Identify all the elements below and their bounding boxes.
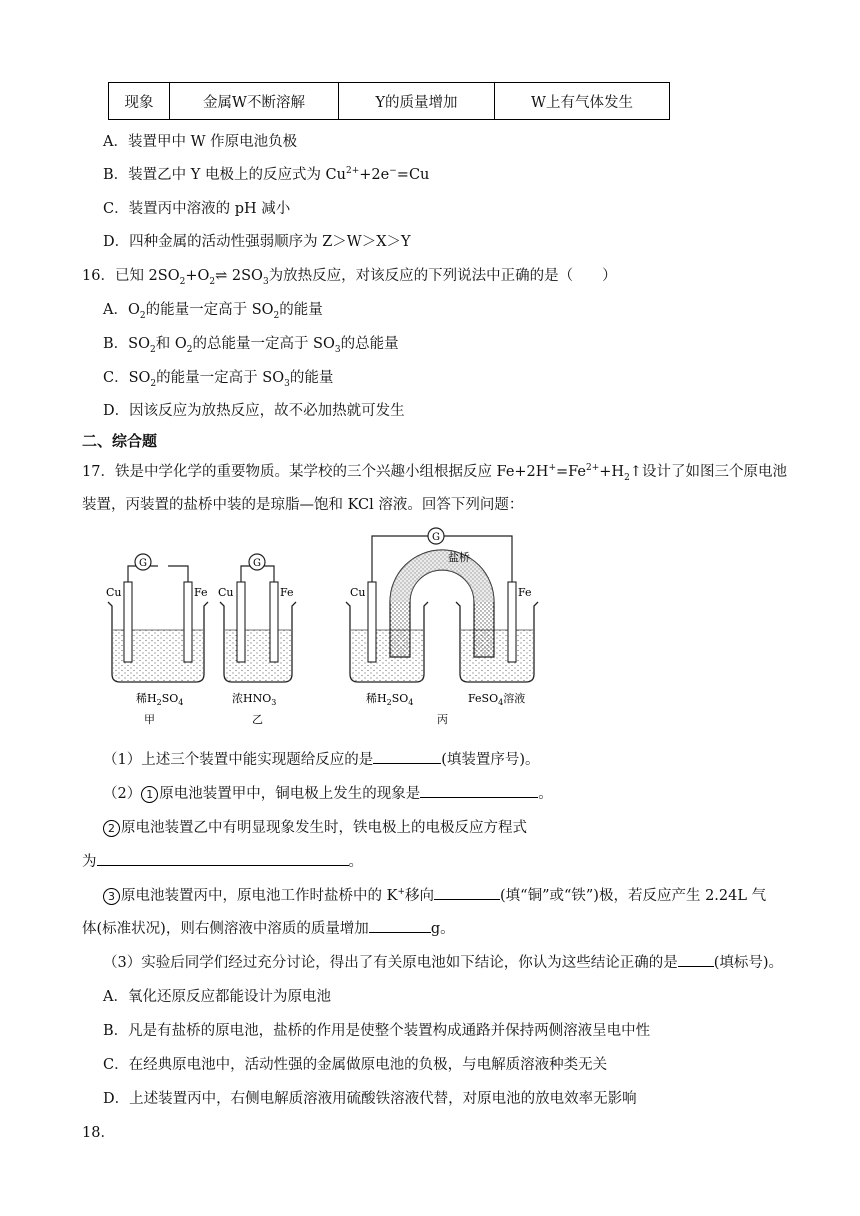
- fe-label: Fe: [518, 586, 532, 599]
- q17-option-a: A．氧化还原反应都能设计为原电池: [103, 989, 331, 1005]
- solution-label: 浓$HNO_3$: [232, 692, 277, 707]
- q17-part2-1: （2） 1 原电池装置甲中，铜电极上发生的现象是 。: [103, 782, 553, 803]
- galvanic-cells-figure: [100, 522, 540, 732]
- answer-blank[interactable]: [678, 952, 714, 967]
- q17-part2-3-cont: 体(标准状况)，则右侧溶液中溶质的质量增加 g。: [82, 917, 455, 938]
- section-title: 二、综合题: [82, 432, 158, 450]
- q17-option-b: B．凡是有盐桥的原电池，盐桥的作用是使整个装置构成通路并保持两侧溶液呈电中性: [103, 1023, 651, 1039]
- table-cell: W上有气体发生: [495, 83, 670, 120]
- table-row: [109, 83, 670, 120]
- q16-option-c: C．$SO_2$的能量一定高于 $SO_3$的能量: [103, 370, 334, 389]
- solution-label: 稀$H_2SO_4$: [136, 692, 184, 707]
- q17-part2-2: 2 原电池装置乙中有明显现象发生时，铁电极上的电极反应方程式: [103, 816, 527, 837]
- circled-number: 3: [103, 888, 120, 905]
- cell-bing: [346, 528, 538, 726]
- answer-blank[interactable]: [369, 918, 431, 933]
- q17-part2-2-cont: 为 。: [82, 850, 363, 871]
- answer-blank[interactable]: [97, 851, 349, 866]
- galvanometer-label: G: [139, 558, 147, 569]
- fe-electrode: [508, 582, 516, 662]
- cu-label: Cu: [218, 586, 234, 599]
- answer-blank[interactable]: [434, 885, 500, 900]
- solution-label: 稀$H_2SO_4$: [366, 692, 414, 707]
- cu-electrode: [124, 582, 132, 662]
- circled-number: 2: [103, 820, 120, 837]
- table-cell: Y的质量增加: [339, 83, 495, 120]
- cell-jia: [106, 554, 208, 726]
- answer-blank[interactable]: [373, 749, 441, 764]
- fe-label: Fe: [194, 586, 208, 599]
- q16-stem: 16．已知 $2SO_2+O_2\rightleftharpoons$ $2SO_3$为放热反应，对该反应的下列说法中正确的是（ ）: [82, 268, 617, 287]
- table-cell: 金属W不断溶解: [170, 83, 339, 120]
- circled-number: 1: [141, 786, 158, 803]
- fe-electrode: [270, 582, 278, 662]
- galvanometer-label: G: [253, 558, 261, 569]
- phenomenon-table: [108, 82, 670, 120]
- q17-stem-line1: 17．铁是中学化学的重要物质。某学校的三个兴趣小组根据反应 $Fe+2H^+=Fe^{2+}+H_2↑$设计了如图三个原电池: [82, 463, 787, 483]
- salt-bridge-label: 盐桥: [448, 551, 470, 564]
- cell-yi: [218, 554, 296, 726]
- q18-number: 18．: [82, 1125, 115, 1141]
- solution-label: FeSO$_4$溶液: [468, 692, 526, 707]
- q15-option-c: C．装置丙中溶液的 pH 减小: [103, 201, 291, 217]
- q16-option-b: B．$SO_2$和 $O_2$的总能量一定高于 $SO_3$的总能量: [103, 336, 399, 355]
- device-label: 乙: [252, 713, 263, 726]
- q15-option-a: A．装置甲中 W 作原电池负极: [103, 134, 298, 150]
- fe-label: Fe: [280, 586, 294, 599]
- table-cell: 现象: [109, 83, 170, 120]
- cu-electrode: [368, 582, 376, 662]
- q15-option-d: D．四种金属的活动性强弱顺序为 Z＞W＞X＞Y: [103, 234, 411, 250]
- q15-option-b: B．装置乙中 Y 电极上的反应式为 $Cu^{2+}+2e^-=Cu$: [103, 166, 430, 183]
- q16-option-d: D．因该反应为放热反应，故不必加热就可发生: [103, 403, 405, 419]
- q17-stem-line2: 装置，丙装置的盐桥中装的是琼脂—饱和 KCl 溶液。回答下列问题：: [82, 497, 524, 513]
- device-label: 甲: [144, 713, 155, 726]
- q17-part1: （1）上述三个装置中能实现题给反应的是 (填装置序号)。: [103, 748, 540, 769]
- cu-label: Cu: [350, 586, 366, 599]
- device-label: 丙: [437, 713, 448, 726]
- cu-label: Cu: [106, 586, 122, 599]
- cu-electrode: [237, 582, 245, 662]
- q17-option-c: C．在经典原电池中，活动性强的金属做原电池的负极，与电解质溶液种类无关: [103, 1057, 608, 1073]
- answer-blank[interactable]: [420, 783, 538, 798]
- fe-electrode: [184, 582, 192, 662]
- q16-option-a: A．$O_2$的能量一定高于 $SO_2$的能量: [103, 302, 323, 321]
- q17-option-d: D．上述装置丙中，右侧电解质溶液用硫酸铁溶液代替，对原电池的放电效率无影响: [103, 1091, 637, 1107]
- galvanometer-label: G: [432, 532, 440, 543]
- q17-part3: （3）实验后同学们经过充分讨论，得出了有关原电池如下结论，你认为这些结论正确的是 (填标号)。: [103, 951, 783, 972]
- q17-part2-3: 3 原电池装置丙中，原电池工作时盐桥中的 K+移向 (填“铜”或“铁”)极，若反应产生 2.24L 气: [103, 884, 766, 905]
